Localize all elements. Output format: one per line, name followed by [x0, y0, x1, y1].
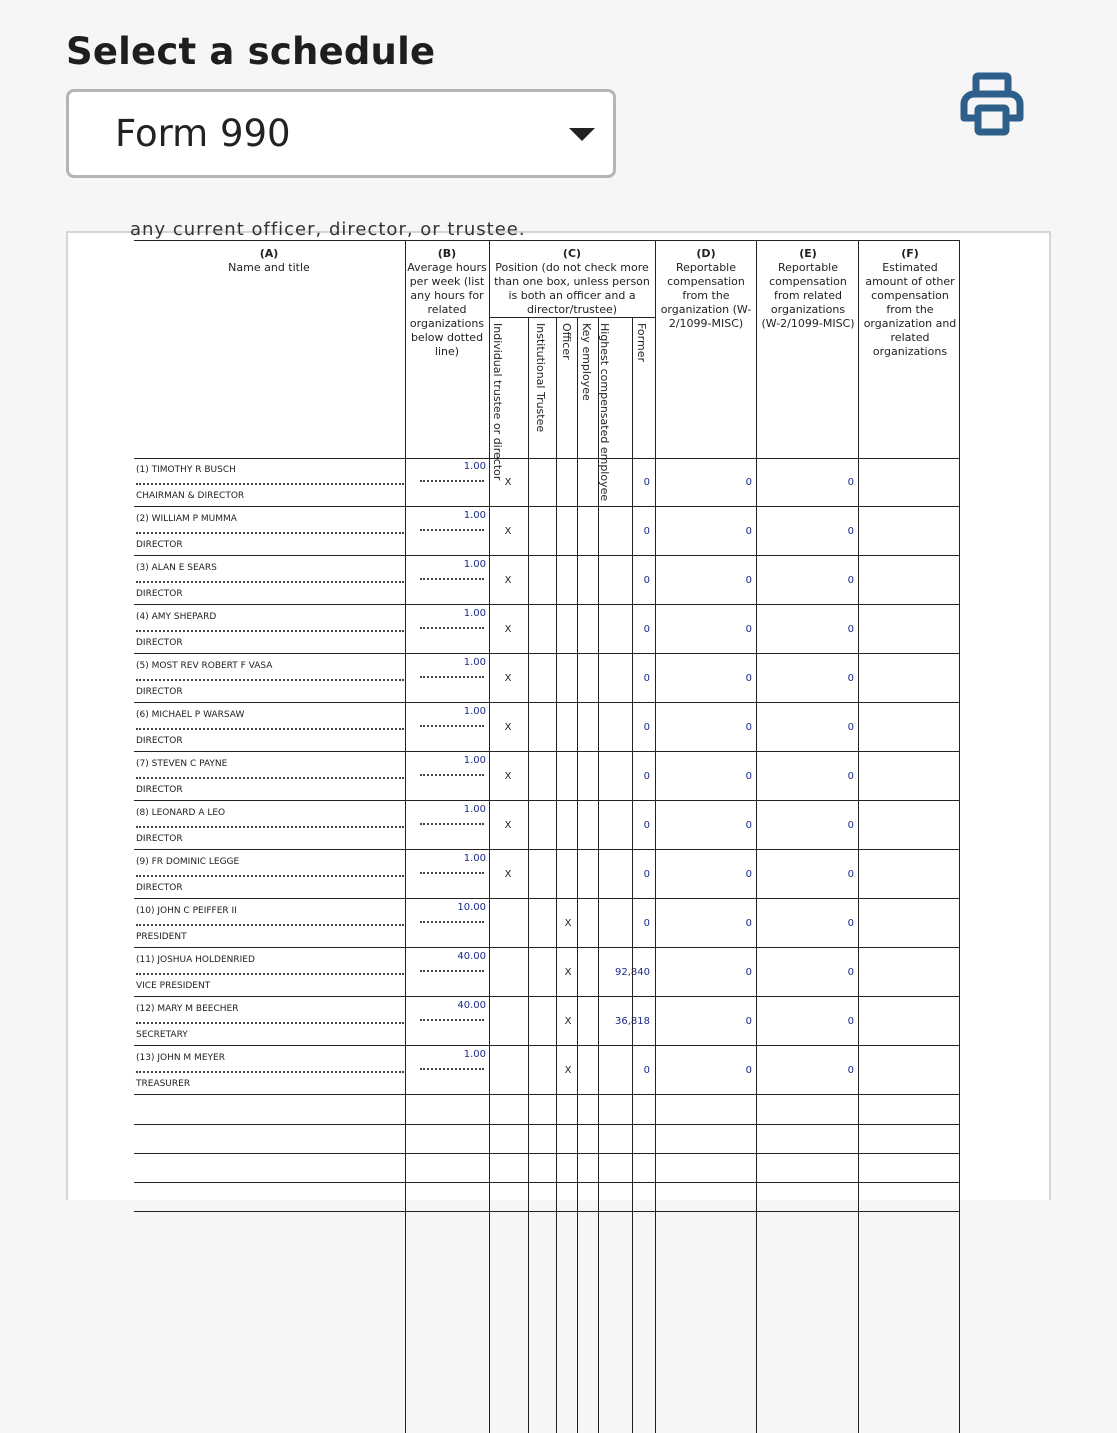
hours-dotted-line: [420, 676, 484, 678]
compensation-d: 0: [643, 771, 650, 782]
blank-row-line: [134, 1182, 959, 1183]
position-checkmark: X: [564, 1065, 572, 1076]
position-checkmark: X: [504, 575, 512, 586]
officer-name: (5) MOST REV ROBERT F VASA: [136, 661, 273, 671]
name-dotted-line: [136, 728, 404, 730]
header-e-letter: (E): [799, 247, 817, 260]
average-hours: 1.00: [463, 559, 486, 570]
officer-name: (4) AMY SHEPARD: [136, 612, 217, 622]
header-b-letter: (B): [437, 247, 457, 260]
position-checkmark: X: [504, 673, 512, 684]
column-divider: [756, 240, 757, 1433]
officer-name: (7) STEVEN C PAYNE: [136, 759, 228, 769]
compensation-d: 0: [643, 918, 650, 929]
name-dotted-line: [136, 483, 404, 485]
schedule-select-value: Form 990: [115, 112, 291, 155]
header-c-letter: (C): [562, 247, 582, 260]
name-dotted-line: [136, 630, 404, 632]
header-a-letter: (A): [259, 247, 279, 260]
header-f-text: Estimated amount of other compensation from the organization and related organizations: [863, 261, 957, 358]
officer-title: DIRECTOR: [136, 736, 183, 746]
subheader-individual-trustee: Individual trustee or director: [491, 323, 504, 481]
table-row: [68, 703, 1049, 752]
hours-dotted-line: [420, 774, 484, 776]
average-hours: 1.00: [463, 461, 486, 472]
column-divider: [858, 240, 859, 1433]
officer-name: (1) TIMOTHY R BUSCH: [136, 465, 236, 475]
table-row: [68, 850, 1049, 899]
compensation-f: 0: [847, 722, 854, 733]
row-separator: [134, 1094, 959, 1095]
compensation-f: 0: [847, 967, 854, 978]
average-hours: 1.00: [463, 608, 486, 619]
column-divider: [577, 317, 578, 1433]
officer-title: DIRECTOR: [136, 638, 183, 648]
table-top-border: [134, 240, 959, 241]
officer-name: (6) MICHAEL P WARSAW: [136, 710, 245, 720]
position-checkmark: X: [504, 820, 512, 831]
row-separator: [134, 800, 959, 801]
officer-name: (8) LEONARD A LEO: [136, 808, 226, 818]
average-hours: 1.00: [463, 706, 486, 717]
table-row: [68, 1046, 1049, 1095]
officer-name: (10) JOHN C PEIFFER II: [136, 906, 237, 916]
hours-dotted-line: [420, 970, 484, 972]
average-hours: 10.00: [457, 902, 486, 913]
column-divider: [489, 240, 490, 1433]
name-dotted-line: [136, 679, 404, 681]
compensation-f: 0: [847, 771, 854, 782]
header-c-text: Position (do not check more than one box, unless person is both an officer and a director/trustee): [494, 261, 650, 316]
header-d: [658, 247, 754, 331]
compensation-e: 0: [745, 477, 752, 488]
header-f: [862, 247, 958, 359]
compensation-d: 0: [643, 1065, 650, 1076]
blank-row-line: [134, 1153, 959, 1154]
compensation-d: 0: [643, 477, 650, 488]
row-separator: [134, 947, 959, 948]
officer-title: SECRETARY: [136, 1030, 188, 1040]
hours-dotted-line: [420, 823, 484, 825]
row-separator: [134, 898, 959, 899]
officer-title: DIRECTOR: [136, 540, 183, 550]
table-row: [68, 948, 1049, 997]
name-dotted-line: [136, 924, 404, 926]
table-row: [68, 801, 1049, 850]
name-dotted-line: [136, 826, 404, 828]
table-row: [68, 605, 1049, 654]
compensation-e: 0: [745, 575, 752, 586]
position-checkmark: X: [504, 869, 512, 880]
average-hours: 1.00: [463, 755, 486, 766]
row-separator: [134, 506, 959, 507]
officer-name: (9) FR DOMINIC LEGGE: [136, 857, 240, 867]
blank-row-line: [134, 1124, 959, 1125]
compensation-f: 0: [847, 1065, 854, 1076]
compensation-e: 0: [745, 869, 752, 880]
table-row: [68, 752, 1049, 801]
compensation-f: 0: [847, 526, 854, 537]
compensation-d: 0: [643, 673, 650, 684]
officer-name: (2) WILLIAM P MUMMA: [136, 514, 237, 524]
row-separator: [134, 996, 959, 997]
header-a: [134, 247, 404, 275]
row-separator: [134, 604, 959, 605]
form-990-document[interactable]: [66, 219, 1051, 1200]
officer-title: DIRECTOR: [136, 687, 183, 697]
compensation-d: 0: [643, 575, 650, 586]
compensation-d: 0: [643, 820, 650, 831]
header-c: [491, 247, 653, 317]
average-hours: 1.00: [463, 510, 486, 521]
compensation-f: 0: [847, 1016, 854, 1027]
hours-dotted-line: [420, 1019, 484, 1021]
officer-title: DIRECTOR: [136, 834, 183, 844]
compensation-e: 0: [745, 820, 752, 831]
printer-svg: [960, 72, 1024, 136]
compensation-e: 0: [745, 967, 752, 978]
column-divider: [528, 317, 529, 1433]
row-separator: [134, 702, 959, 703]
row-separator: [134, 849, 959, 850]
header-b: [406, 247, 488, 359]
average-hours: 1.00: [463, 853, 486, 864]
compensation-f: 0: [847, 575, 854, 586]
position-checkmark: X: [564, 967, 572, 978]
compensation-e: 0: [745, 1065, 752, 1076]
compensation-f: 0: [847, 918, 854, 929]
compensation-f: 0: [847, 624, 854, 635]
schedule-select[interactable]: [66, 89, 616, 178]
hours-dotted-line: [420, 578, 484, 580]
average-hours: 40.00: [457, 1000, 486, 1011]
column-divider: [655, 240, 656, 1433]
compensation-e: 0: [745, 722, 752, 733]
compensation-d: 36,818: [615, 1016, 650, 1027]
hours-dotted-line: [420, 872, 484, 874]
hours-dotted-line: [420, 725, 484, 727]
position-subheader-line: [489, 317, 655, 318]
position-checkmark: X: [564, 1016, 572, 1027]
column-divider: [959, 240, 960, 1433]
compensation-d: 0: [643, 526, 650, 537]
table-row: [68, 997, 1049, 1046]
hours-dotted-line: [420, 627, 484, 629]
compensation-f: 0: [847, 673, 854, 684]
row-separator: [134, 555, 959, 556]
name-dotted-line: [136, 777, 404, 779]
compensation-d: 0: [643, 624, 650, 635]
compensation-e: 0: [745, 624, 752, 635]
table-row: [68, 899, 1049, 948]
table-row: [68, 458, 1049, 507]
hours-dotted-line: [420, 1068, 484, 1070]
position-checkmark: X: [504, 771, 512, 782]
subheader-highest-compensated: Highest compensated employee: [598, 323, 611, 502]
officer-title: TREASURER: [136, 1079, 191, 1089]
hours-dotted-line: [420, 480, 484, 482]
hours-dotted-line: [420, 921, 484, 923]
header-e: [760, 247, 856, 331]
header-a-text: Name and title: [228, 261, 310, 274]
officer-title: DIRECTOR: [136, 785, 183, 795]
name-dotted-line: [136, 973, 404, 975]
position-checkmark: X: [504, 526, 512, 537]
compensation-d: 0: [643, 869, 650, 880]
name-dotted-line: [136, 532, 404, 534]
subheader-former: Former: [635, 323, 648, 362]
column-divider: [598, 317, 599, 1433]
blank-row-line: [134, 1211, 959, 1212]
compensation-f: 0: [847, 477, 854, 488]
header-bottom-border: [134, 458, 959, 459]
subheader-key-employee: Key employee: [580, 323, 593, 401]
average-hours: 1.00: [463, 1049, 486, 1060]
officer-title: PRESIDENT: [136, 932, 187, 942]
compensation-e: 0: [745, 1016, 752, 1027]
row-separator: [134, 653, 959, 654]
name-dotted-line: [136, 581, 404, 583]
compensation-e: 0: [745, 918, 752, 929]
position-checkmark: X: [504, 477, 512, 488]
average-hours: 1.00: [463, 657, 486, 668]
column-divider: [632, 317, 633, 1433]
compensation-e: 0: [745, 673, 752, 684]
officer-title: VICE PRESIDENT: [136, 981, 211, 991]
officer-title: CHAIRMAN & DIRECTOR: [136, 491, 245, 501]
officer-name: (13) JOHN M MEYER: [136, 1053, 225, 1063]
compensation-e: 0: [745, 526, 752, 537]
name-dotted-line: [136, 875, 404, 877]
subheader-officer: Officer: [560, 323, 573, 360]
header-f-letter: (F): [901, 247, 919, 260]
compensation-d: 0: [643, 722, 650, 733]
row-separator: [134, 1045, 959, 1046]
compensation-f: 0: [847, 869, 854, 880]
compensation-d: 92,840: [615, 967, 650, 978]
average-hours: 40.00: [457, 951, 486, 962]
compensation-f: 0: [847, 820, 854, 831]
chevron-down-icon: [569, 128, 595, 141]
hours-dotted-line: [420, 529, 484, 531]
position-checkmark: X: [564, 918, 572, 929]
officer-name: (3) ALAN E SEARS: [136, 563, 217, 573]
column-divider: [405, 240, 406, 1433]
position-checkmark: X: [504, 624, 512, 635]
name-dotted-line: [136, 1071, 404, 1073]
page-heading: Select a schedule: [66, 30, 436, 73]
officer-title: DIRECTOR: [136, 883, 183, 893]
name-dotted-line: [136, 1022, 404, 1024]
table-row: [68, 654, 1049, 703]
average-hours: 1.00: [463, 804, 486, 815]
header-d-letter: (D): [696, 247, 716, 260]
subheader-institutional-trustee: Institutional Trustee: [534, 323, 547, 433]
column-divider: [556, 317, 557, 1433]
officer-name: (11) JOSHUA HOLDENRIED: [136, 955, 255, 965]
officer-name: (12) MARY M BEECHER: [136, 1004, 239, 1014]
header-e-text: Reportable compensation from related organizations (W-2/1099-MISC): [761, 261, 855, 330]
position-checkmark: X: [504, 722, 512, 733]
compensation-e: 0: [745, 771, 752, 782]
header-d-text: Reportable compensation from the organization (W-2/1099-MISC): [660, 261, 752, 330]
printer-icon[interactable]: [960, 72, 1024, 136]
table-row: [68, 556, 1049, 605]
clipped-text: any current officer, director, or trustee.: [130, 219, 526, 240]
header-b-text: Average hours per week (list any hours for related organizations below dotted line): [407, 261, 487, 358]
officer-title: DIRECTOR: [136, 589, 183, 599]
table-row: [68, 507, 1049, 556]
row-separator: [134, 751, 959, 752]
